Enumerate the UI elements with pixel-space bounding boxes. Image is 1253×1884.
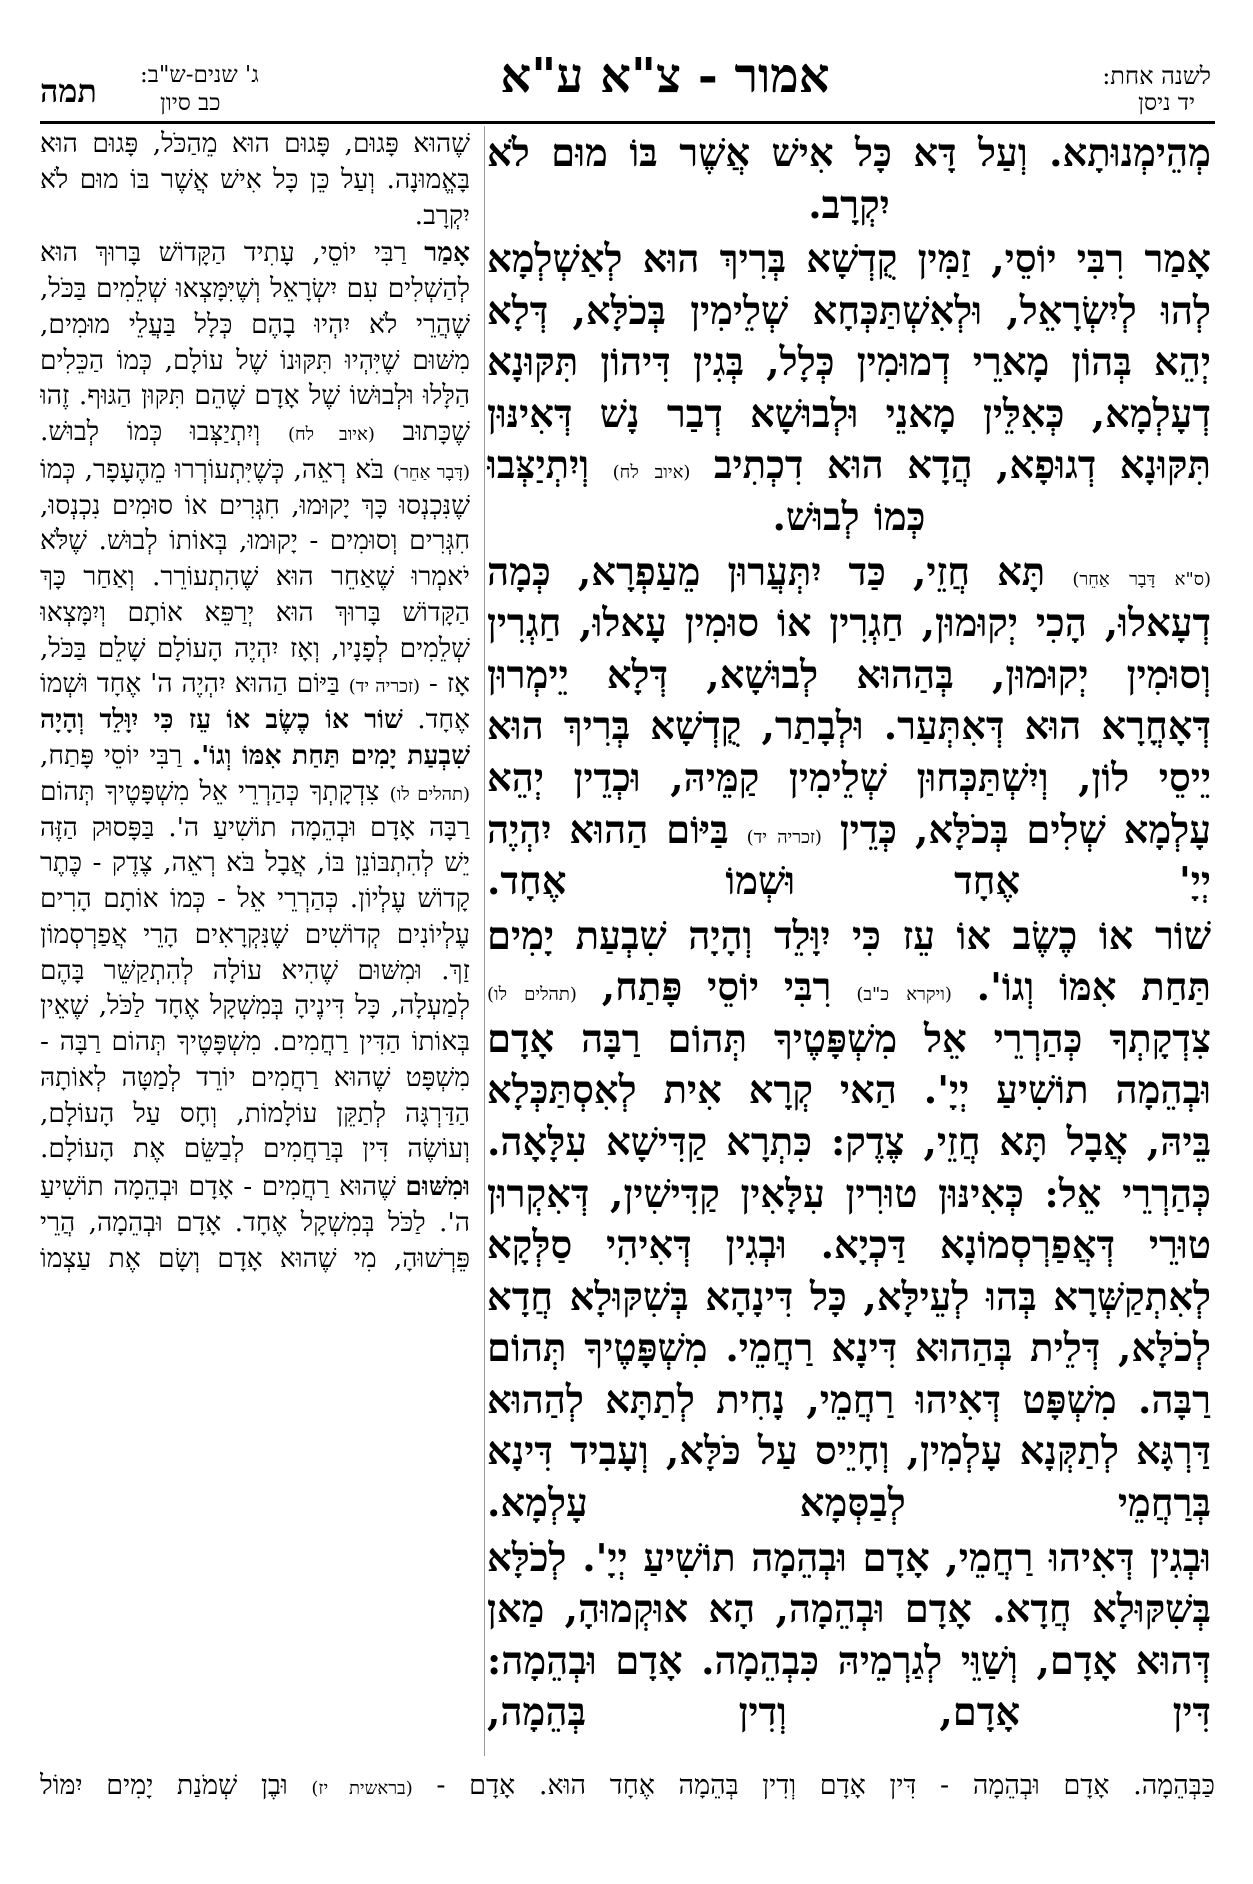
side-paragraph bbox=[40, 452, 470, 1167]
paragraph-lead-word: וּמִשּׁוּם bbox=[405, 1171, 470, 1203]
footer-continuation bbox=[40, 1768, 1215, 1803]
side-text: בֹּא רְאֵה, כְּשֶׁיִּתְעוֹרְרוּ מֵהֶעָפָר, כְּמוֹ שֶׁנִּכְנְסוּ כָּךְ יָקוּמוּ, חִגְּרִים אוֹ סוּמִים נִכְנְסוּ, חִגְּרִים וְסוּמִים - יָקוּמוּ, בְּאוֹתוֹ לְבוּשׁ. שֶׁלֹּא יֹאמְרוּ שֶׁאַחֵר הוּא שֶׁהִתְעוֹרֵר. וְאַחַר כָּךְ הַקָּדוֹשׁ בָּרוּךְ הוּא יְרַפֵּא אוֹתָם וְיִמָּצְאוּ שְׁלֵמִים לְפָנָיו, וְאָז יִהְיֶה הָעוֹלָם שָׁלֵם בַּכֹּל, אָז - bbox=[40, 453, 470, 700]
side-paragraph bbox=[40, 1169, 470, 1276]
verse-heading: שׁוֹר אוֹ כֶשֶׂב אוֹ עֵז כִּי יִוָּלֵד וְהָיָה שִׁבְעַת יָמִים תַּחַת אִמּוֹ וְגוֹ'. bbox=[40, 704, 470, 772]
main-text: רִבִּי יוֹסֵי פָּתַח, bbox=[601, 965, 832, 1011]
paragraph-lead-word: אָמַר bbox=[1144, 237, 1211, 283]
main-text: צִדְקָתְךָ כְּהַרְרֵי אֵל מִשְׁפָּטֶיךָ תְּהוֹם רַבָּה אָדָם וּבְהֵמָה תוֹשִׁיעַ יְיָ'. הַאי קְרָא אִית לְאִסְתַּכְּלָא בֵּיהּ, אֲבָל תָּא חֲזֵי, צֶדֶק: כִּתְרָא קַדִּישָׁא עִלָּאָה. כְּהַרְרֵי אֵל: כְּאִינּוּן טוּרִין עִלָּאִין קַדִּישִׁין, דְּאִקְרוּן טוּרֵי דְּאֲפַרְסְמוֹנָא דַּכְיָא. וּבְגִין דְּאִיהִי סַלְּקָא לְאִתְקַשְּׁרָא בְּהוּ לְעֵילָּא, כָּל דִּינָהָא בְּשִׁקּוּלָא חֲדָא לְכֹלָּא, דְּלֵית בְּהַהוּא דִּינָא רַחֲמֵי. מִשְׁפָּטֶיךָ תְּהוֹם רַבָּה. מִשְׁפָּט דְּאִיהוּ רַחֲמֵי, נָחִית לְתַתָּא לְהַהוּא דַּרְגָּא לְתַקְּנָא עָלְמִין, וְחָיֵיס עַל כֹּלָּא, וְעָבִיד דִּינָא בְּרַחֲמֵי לְבַסְּמָא עָלְמָא. bbox=[487, 1016, 1211, 1527]
header-divider bbox=[40, 121, 1215, 124]
side-text: רַבִּי יוֹסֵי פָּתַח, bbox=[40, 740, 183, 772]
main-text: וּבְגִין דְּאִיהוּ רַחֲמֵי, אָדָם וּבְהֵמָה תוֹשִׁיעַ יְיָ'. לְכֹלָּא בְּשִׁקּוּלָא חֲדָא. אָדָם וּבְהֵמָה, הָא אוּקְמוּהָ, מַאן דְּהוּא אָדָם, וְשַׁוֵּי לְגַרְמֵיהּ כִּבְהֵמָה. אָדָם וּבְהֵמָה: דִּין אָדָם, וְדִין בְּהֵמָה, bbox=[487, 1535, 1211, 1736]
verse-reference: (איוב לח) bbox=[287, 424, 375, 446]
verse-reference: (תהלים לו) bbox=[389, 783, 470, 805]
main-text: רִבִּי יוֹסֵי, זַמִּין קֻדְשָׁא בְּרִיךְ הוּא לְאַשְׁלְמָא לְהוּ לְיִשְׂרָאֵל, וּלְאִשְׁתַּכְּחָא שְׁלֵימִין בְּכֹלָּא, דְּלָא יְהֵא בְּהוֹן מָארֵי דְמוּמִין כְּלָל, בְּגִין דִּיהוֹן תִּקּוּנָא דְעָלְמָא, כְּאִלֵּין מָאנֵי וּלְבוּשָׁא דְבַר נָשׁ דְּאִינּוּן תִּקּוּנָא דְגוּפָא, הֲדָא הוּא דִכְתִיב bbox=[487, 237, 1211, 489]
verse-reference: (ויקרא כ"ב) bbox=[856, 984, 952, 1006]
header-date-left: כב סיון bbox=[160, 90, 221, 116]
verse-reference: (תהלים לו) bbox=[487, 984, 577, 1006]
footer-text: וּבֶן שְׁמֹנַת יָמִים יִמּוֹל bbox=[40, 1770, 288, 1801]
header-cycle-label-left: ג' שנים-ש"ב: bbox=[140, 62, 259, 88]
main-text: בַּיּוֹם הַהוּא יִהְיֶה יְיָ' אֶחָד וּשְׁמוֹ אֶחָד. bbox=[487, 807, 1211, 905]
main-paragraph bbox=[487, 128, 1211, 231]
main-text: מְהֵימְנוּתָא. וְעַל דָּא כָּל אִישׁ אֲשֶׁר בּוֹ מוּם לֹא יִקְרָב. bbox=[487, 131, 1211, 228]
main-paragraph bbox=[487, 547, 1211, 908]
verse-reference: (בראשית יז) bbox=[311, 1778, 413, 1799]
column-divider bbox=[484, 126, 485, 1756]
side-text: שֶׁהוּא רַחֲמִים - אָדָם וּבְהֵמָה תוֹשִׁיעַ ה'. לַכֹּל בְּמִשְׁקָל אֶחָד. אָדָם וּבְהֵמָה, הֲרֵי פֵּרְשׁוּהָ, מִי שֶׁהוּא אָדָם וְשָׂם אֶת עַצְמוֹ bbox=[40, 1171, 470, 1274]
side-paragraph bbox=[40, 235, 470, 450]
verse-reference: (זכריה יד) bbox=[746, 826, 822, 848]
side-text: בַּיּוֹם הַהוּא יִהְיֶה ה' אֶחָד וּשְׁמוֹ אֶחָד. bbox=[40, 668, 470, 736]
translation-column bbox=[40, 126, 470, 1754]
main-text: תָּא חֲזֵי, כַּד יִתְּעֲרוּן מֵעַפְרָא, כְּמָה דְעָאלוּ, הָכִי יְקוּמוּן, חַגְרִין אוֹ סוּמִין עָאלוּ, חַגְרִין וְסוּמִין יְקוּמוּן, בְּהַהוּא לְבוּשָׁא, דְּלָא יֵימְרוּן דְּאָחֳרָא הוּא דְּאִתְּעַר. וּלְבָתַר, קֻדְשָׁא בְּרִיךְ הוּא יֵיסֵי לוֹן, וְיִשְׁתַּכְּחוּן שְׁלֵימִין קַמֵּיהּ, וּכְדֵין יְהֵא עָלְמָא שְׁלִים בְּכֹלָּא, כְּדֵין bbox=[487, 549, 1211, 853]
side-text: רַבִּי יוֹסֵי, עָתִיד הַקָּדוֹשׁ בָּרוּךְ הוּא לְהַשְׁלִים עִם יִשְׂרָאֵל וְשֶׁיִּמָּצְאוּ שְׁלֵמִים בַּכֹּל, שֶׁהֲרֵי לֹא יִהְיוּ בָהֶם כְּלָל בַּעֲלֵי מוּמִים, מִשּׁוּם שֶׁיִּהְיוּ תִּקּוּנוֹ שֶׁל עוֹלָם, כְּמוֹ הַכֵּלִים הַלָּלוּ וּלְבוּשׁוֹ שֶׁל אָדָם שֶׁהֵם תִּקּוּן הַגּוּף. זֶהוּ שֶׁכָּתוּב bbox=[40, 237, 470, 448]
header-year-cycle-label: לשנה אחת: bbox=[1102, 62, 1211, 90]
side-paragraph bbox=[40, 126, 470, 233]
page-title: אמור - צ"א ע"א bbox=[500, 48, 830, 104]
main-text: וְיִתְיַצְּבוּ כְּמוֹ לְבוּשׁ. bbox=[487, 443, 926, 541]
side-text: צִדְקָתְךָ כְּהַרְרֵי אֵל מִשְׁפָּטֶיךָ תְּהוֹם רַבָּה אָדָם וּבְהֵמָה תוֹשִׁיעַ ה'. בַּפָּסוּק הַזֶּה יֵשׁ לְהִתְבּוֹנֵן בּוֹ, אֲבָל בֹּא רְאֵה, צֶדֶק - כֶּתֶר קָדוֹשׁ עֶלְיוֹן. כְּהַרְרֵי אֵל - כְּמוֹ אוֹתָם הָרִים עֶלְיוֹנִים קְדוֹשִׁים שֶׁנִּקְרָאִים הָרֵי אֲפַרְסְמוֹן זַךְ. וּמִשּׁוּם שֶׁהִיא עוֹלָה לְהִתְקַשֵּׁר בָּהֶם לְמַעְלָה, כָּל דִּינֶיהָ בְּמִשְׁקָל אֶחָד לַכֹּל, שֶׁאֵין בְּאוֹתוֹ הַדִּין רַחֲמִים. מִשְׁפָּטֶיךָ תְּהוֹם רַבָּה - מִשְׁפָּט שֶׁהוּא רַחֲמִים יוֹרֵד לְמַטָּה לְאוֹתָהּ הַדַּרְגָּה לְתַקֵּן עוֹלָמוֹת, וְחָס עַל הָעוֹלָם, וְעוֹשֶׂה דִּין בְּרַחֲמִים לְבַשֵּׂם אֶת הָעוֹלָם. bbox=[40, 775, 470, 1165]
verse-reference: (זכריה יד) bbox=[348, 676, 421, 698]
paragraph-lead-word: אָמַר bbox=[424, 237, 470, 269]
page-number: תמה bbox=[40, 72, 97, 110]
main-paragraph bbox=[487, 911, 1211, 1530]
verse-reference: (איוב לח) bbox=[612, 462, 691, 484]
main-text-column bbox=[487, 128, 1211, 1756]
verse-heading: שׁוֹר אוֹ כֶשֶׂב אוֹ עֵז כִּי יִוָּלֵד וְהָיָה שִׁבְעַת יָמִים תַּחַת אִמּוֹ וְגוֹ'. bbox=[487, 913, 1211, 1011]
alt-version-note: (ס"א דָּבָר אַחֵר) bbox=[1072, 568, 1211, 590]
main-paragraph bbox=[487, 1533, 1211, 1739]
alt-version-note: (דָּבָר אַחֵר) bbox=[393, 461, 470, 483]
main-paragraph bbox=[487, 234, 1211, 543]
header-date-right: יד ניסן bbox=[1138, 90, 1195, 116]
footer-text: כַּבְּהֵמָה. אָדָם וּבְהֵמָה - דִּין אָדָם וְדִין בְּהֵמָה אֶחָד הוּא. אָדָם - bbox=[436, 1770, 1215, 1801]
side-text: וְיִתְיַצְּבוּ כְּמוֹ לְבוּשׁ. bbox=[40, 416, 261, 448]
side-text: שֶׁהוּא פָּגוּם, פָּגוּם הוּא מֵהַכֹּל, פָּגוּם הוּא בָּאֱמוּנָה. וְעַל כֵּן כָּל אִישׁ אֲשֶׁר בּוֹ מוּם לֹא יִקְרָב. bbox=[40, 128, 470, 231]
